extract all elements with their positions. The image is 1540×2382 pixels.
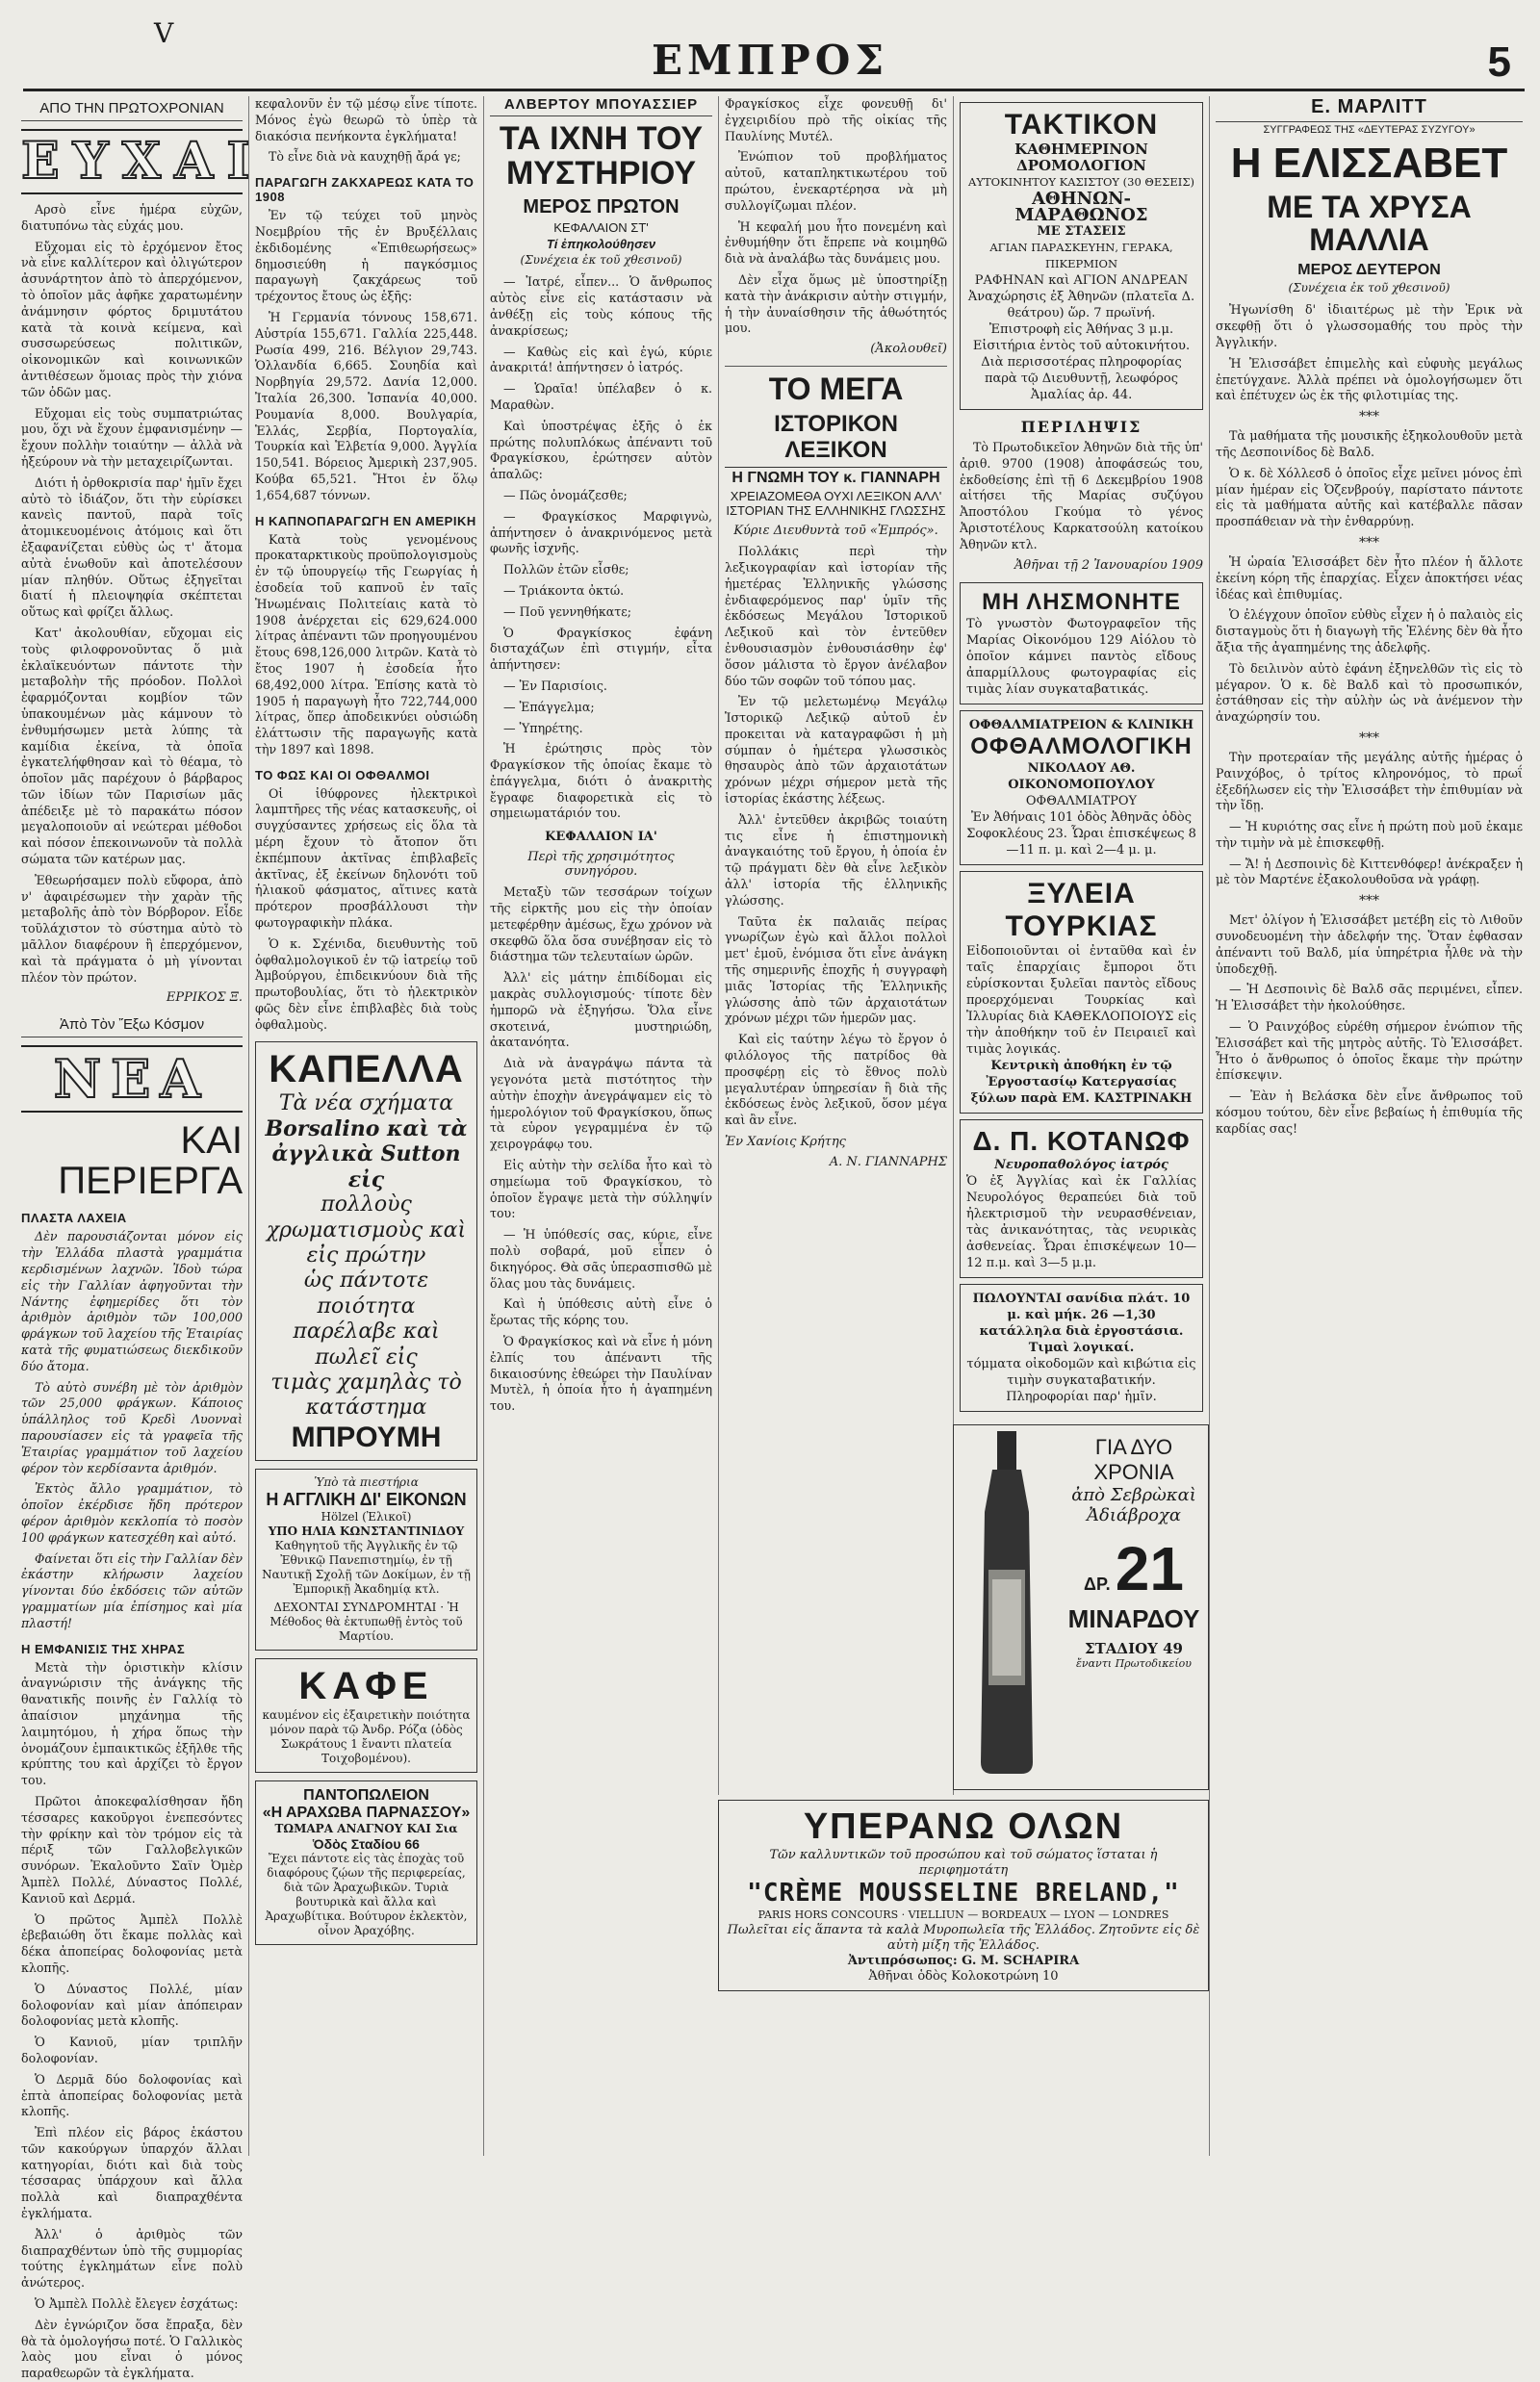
- ad-title: Η ΑΓΓΛΙΚΗ ΔΙ' ΕΙΚΟΝΩΝ: [266, 1489, 467, 1509]
- corner-mark: V: [154, 17, 174, 49]
- ad-author: ΥΠΟ ΗΛΙΑ ΚΩΝΣΤΑΝΤΙΝΙΔΟΥ: [268, 1524, 465, 1538]
- column-3: [483, 96, 718, 2156]
- divider: [725, 366, 947, 367]
- article-kicker: ΑΠΟ ΤΗΝ ΠΡΩΤΟΧΡΟΝΙΑΝ: [21, 98, 243, 121]
- paragraph: Καὶ ἡ ὑπόθεσις αὐτὴ εἶνε ὁ ἔρωτας τῆς κόρης του.: [490, 1296, 712, 1328]
- paragraph: Τὰ μαθήματα τῆς μουσικῆς ἐξηκολουθοῦν μετὰ τῆς Δεσποινίδος δὲ Βαλδ.: [1216, 428, 1523, 459]
- paragraph: Πολλῶν ἐτῶν εἶσθε;: [503, 562, 629, 577]
- masthead: [0, 0, 1540, 96]
- ad-text: Εἰδοποιοῦνται οἱ ἐνταῦθα καὶ ἐν ταῖς ἐπαρχίαις ἔμποροι ὅτι εὑρίσκονται ξυλεῖαι παντὸς εἴδους προερχόμεναι Τουρκίας καὶ Ἰλλυρίας διὰ ΚΑΘΕΚΛΟΠΟΙΟΥΣ εἰς τὴν ἀποθήκην τοῦ ἐν Πειραιεῖ καὶ τιμὰς λογικάς.: [966, 943, 1196, 1057]
- serial-title: Η ΕΛΙΣΣΑΒΕΤ: [1230, 140, 1508, 187]
- paragraph: — Ὁ Ραινχόβος εὑρέθη σήμερον ἐνώπιον τῆς Ἐλισσάβετ καὶ τῆς μητρὸς αὐτῆς. Τὸ Ἐλισσάβετ. Ἦτο ὁ ἄνθρωπος ὁ ὁποῖος ἔκαμε τὴν πρώτην ἐπίσκεψιν.: [1216, 1019, 1523, 1083]
- item-title: Η ΚΑΠΝΟΠΑΡΑΓΩΓΗ ΕΝ ΑΜΕΡΙΚΗ: [255, 513, 476, 528]
- ad-line: Ἀναχώρησις ἐξ Ἀθηνῶν (πλατεῖα Δ. θεάτρου) ὥρ. 7 πρωϊνή.: [967, 290, 1195, 320]
- paragraph: Πολλάκις περὶ τὴν λεξικογραφίαν καὶ ἱστορίαν τῆς ἡμετέρας Ἑλληνικῆς γλώσσης ἐνδιαφερόμενος παρ' ὑμῖν τῆς ἐκδόσεως Μεγάλου Ἱστορικοῦ Λεξικοῦ καὶ τὸν ἐντεῦθεν ἐνθουσιασμὸν ἐνθουσιάσθην ἐφ' ὅσον μάλιστα τὸ ἔργον ἀνέλαβον δύο τῶν σοφῶν τοῦ τόπου μας.: [725, 544, 947, 688]
- paragraph: Ὁ Δερμᾶ δύο δολοφονίας καὶ ἑπτὰ ἀποπείρας δολοφονίας μετὰ κλοπῆς.: [21, 2071, 243, 2119]
- paragraph: Ὁ Ἀμπὲλ Πολλὲ ἔλεγεν ἐσχάτως:: [35, 2296, 239, 2312]
- item-title: ΠΛΑΣΤΑ ΛΑΧΕΙΑ: [21, 1211, 127, 1226]
- ad-text-2: τόμματα οἰκοδομῶν καὶ κιβώτια εἰς τιμὴν συγκαταβατικήν. Πληροφορίαι παρ' ἡμῖν.: [966, 1356, 1196, 1404]
- item-title: Η ΕΜΦΑΝΙΣΙΣ ΤΗΣ ΧΗΡΑΣ: [21, 1641, 186, 1656]
- article-signature: Α. Ν. ΓΙΑΝΝΑΡΗΣ: [829, 1155, 947, 1170]
- section-kicker: Ἀπὸ Τὸν Ἔξω Κόσμον: [21, 1014, 243, 1037]
- paragraph: Δὲν παρουσιάζονται μόνον εἰς τὴν Ἑλλάδα πλαστὰ γραμμάτια κερδισμένων λαχνῶν. Ἰδοὺ τώρα εἰς τὴν Γαλλίαν ἀφηγοῦνται τὴν Νάντης ἐφημερίδες ὅτι τὸν ἀριθμὸν ἀριθμὸν τῶν 100,000 φράγκων τοῦ λαχείου τῆς Ἑταιρίας κατὰ τῆς φυματιώσεως διεκδικοῦν δύο ἄτομα.: [21, 1229, 243, 1373]
- paragraph: — Ἐπάγγελμα;: [503, 699, 595, 714]
- ad-line: ΓΙΑ ΔΥΟ: [1094, 1435, 1173, 1459]
- item-title: ΠΑΡΑΓΩΓΗ ΖΑΚΧΑΡΕΩΣ ΚΑΤΑ ΤΟ 1908: [255, 175, 475, 205]
- paragraph: Κατὰ τοὺς γενομένους προκαταρκτικοὺς προϋπολογισμοὺς ἐν τῷ ὑπουργείῳ τῆς Γεωργίας ἡ ἐσοδεία τοῦ καπνοῦ ἐν ταῖς Ἡνωμέναις Πολιτείαις κατὰ τὸ 1908 ἀνέρχεται εἰς 629,624.000 λίτρας ἀπέναντι τῶν προηγουμένου ἔτους 698,126,000 λιτρῶν. Κατὰ τὸ ἔτος 1907 ἡ ἐσοδεία ἦτο 68,492,000 λίτρα. Ἐπίσης κατὰ τὸ 1905 ἡ παραγωγὴ ἦτο 722,744,000 λίτρας, ὅπερ ἀποδεικνύει οὐσιώδη ἐλάττωσιν τῆς παραγωγῆς κατὰ τὴν 1897 καὶ 1898.: [255, 531, 477, 756]
- ad-line: ΑΥΤΟΚΙΝΗΤΟΥ ΚΑΣΙΣΤΟΥ (30 ΘΕΣΕΙΣ): [968, 175, 1194, 189]
- paragraph: — Πῶς ὀνομάζεσθε;: [503, 487, 628, 502]
- price-prefix: ΔΡ.: [1084, 1575, 1111, 1594]
- paragraph: Δὲν εἶχα ὅμως μὲ ὑποστηρίξῃ κατὰ τὴν ἀνάκρισιν αὐτὴν στιγμήν, ἡ τὴν ἀυναίσθησιν τῆς ἀθωότητός μου.: [725, 271, 947, 336]
- paragraph: Τὴν προτεραίαν τῆς μεγάλης αὐτῆς ἡμέρας ὁ Ραινχόβος, ὁ τρίτος κληρονόμος, τὸ πρωΐ ἐξεδήλωσεν εἰς τὴν Ἐλισσάβετ τὴν ἐπιθυμίαν νὰ τὴν ἴδῃ.: [1216, 749, 1523, 813]
- article-title-2: ΙΣΤΟΡΙΚΟΝ ΛΕΞΙΚΟΝ: [725, 412, 947, 468]
- ad-footer: ΔΕΧΟΝΤΑΙ ΣΥΝΔΡΟΜΗΤΑΙ · Ἡ Μέθοδος θὰ ἐκτυπωθῇ ἐντὸς τοῦ Μαρτίου.: [270, 1600, 463, 1643]
- ad-brand: "CRÈME MOUSSELINE BRELAND,": [747, 1879, 1180, 1908]
- shop-address-note: ἔναντι Πρωτοδικείου: [1075, 1657, 1192, 1670]
- ad-text: ΠΩΛΟΥΝΤΑΙ σανίδια πλάτ. 10 μ. καὶ μήκ. 26 —1,30 κατάλληλα διὰ ἐργοστάσια. Τιμαὶ λογικαί.: [972, 1291, 1191, 1355]
- ad-headline: ΚΑΦΕ: [298, 1664, 434, 1707]
- paragraph: Μετ' ὀλίγον ἡ Ἐλισσάβετ μετέβη εἰς τὸ Λιθοῦν συνοδευομένη τὴν ἀδελφήν της. Ὅταν ἐφθασαν ἀπέναντι τοῦ Βαλδ, μία ὑπηρέτρια ἦλθε νὰ τὴν ὑποδεχθῇ.: [1216, 912, 1523, 976]
- paragraph: Τὸ Πρωτοδικεῖον Ἀθηνῶν διὰ τῆς ὑπ' ἀριθ. 9700 (1908) ἀποφάσεώς του, ἐκδοθείσης ἐπὶ τῇ 6 Δεκεμβρίου 1908 αἰτήσει τῆς Μαρίας συζύγου Ἀποστόλου Γκούμα τὸ γένος Ἀριστοτέλους Καρκατσούλη κατοίκου Ἀθηνῶν κτλ.: [960, 440, 1203, 551]
- ad-subtitle: ΤΩΜΑΡΑ ΑΝΑΓΝΟΥ ΚΑΙ Σια: [274, 1821, 458, 1835]
- notice-signature: Ἀθῆναι τῇ 2 Ἰανουαρίου 1909: [1014, 557, 1203, 573]
- ad-line: ὡς πάντοτε ποιότητα: [303, 1268, 429, 1319]
- paragraph: Ὁ Φραγκίσκος ἐφάνη δισταχάζων ἐπὶ στιγμήν, εἶτα ἀπήντησεν:: [490, 625, 712, 673]
- bus-schedule-ad: [960, 102, 1203, 410]
- coffee-advertisement: [255, 1658, 477, 1773]
- paragraph: κεφαλονῦν ἐν τῷ μέσῳ εἶνε τίποτε. Μόνος ἐγὼ θεωρῶ τὸ ὑπὲρ τὰ διακόσια πενήκοντα ἐγκλήματα!: [255, 96, 477, 143]
- column-6: [1209, 96, 1528, 2156]
- ad-line: ἀπὸ Σεβρὼκαὶ: [1071, 1485, 1196, 1505]
- section-stars: ***: [1359, 893, 1379, 909]
- paragraph: Ὁ Φραγκίσκος καὶ νὰ εἶνε ἡ μόνη ἐλπίς του ἀπέναντι τῆς δικαιοσύνης ἐθεώρει τὴν Παυλίναν Μυτὲλ, ἡ ὁποία ἦτο ἡ ἀγαπημένη του.: [490, 1334, 712, 1414]
- article-subtitle: Η ΓΝΩΜΗ ΤΟΥ κ. ΓΙΑΝΝΑΡΗ: [732, 470, 940, 487]
- paragraph: Ταῦτα ἐκ παλαιᾶς πείρας γνωρίζων ἐγὼ καὶ ἄλλοι πολλοὶ μετ' ἐμοῦ, ἐνόμισα ὅτι εἶνε ἀνάγκη τῆς σημερινῆς ἐποχῆς ἡ συγγραφὴ μιᾶς Ἱστορίας τῆς Ἑλληνικῆς γλώσσης ἀπὸ τῶν ἀρχαιοτάτων χρόνων μέχρι τῶν ἡμερῶν μας.: [725, 913, 947, 1026]
- ad-agent-address: Ἀθῆναι ὁδὸς Κολοκοτρώνη 10: [868, 1969, 1059, 1984]
- paragraph: — Φραγκίσκος Μαρφιγνὼ, ἀπήντησεν ὁ ἀνακρινόμενος μετὰ φωνῆς ἰσχνῆς.: [490, 508, 712, 556]
- paragraph: Καὶ εἰς ταύτην λέγω τὸ ἔργον ὁ φιλόλογος τῆς πατρίδος θὰ προσφέρῃ εἰς τὸ ἔθνος πολὺ μεγαλυτέραν ὑπηρεσίαν ἢ διὰ τῆς ἐκδόσεως ἑνὸς λεξικοῦ, ὅσον μέγα καὶ ἂν εἶνε.: [725, 1032, 947, 1128]
- ad-headline: ΚΑΠΕΛΛΑ: [269, 1047, 464, 1090]
- continued-note: (Ἀκολουθεῖ): [870, 342, 947, 357]
- cosmetics-advertisement: [718, 1800, 1209, 1991]
- column-4: [718, 96, 953, 1795]
- ad-title: Δ. Π. ΚΟΤΑΝΩΦ: [972, 1125, 1191, 1156]
- ad-text: Τὸ γνωστὸν Φωτογραφεῖον τῆς Μαρίας Οἰκονόμου 129 Αἰόλου τὸ ὁποῖον κάμνει παντὸς εἴδους ἀπαρμίλλους φωτογραφίας εἰς τιμὰς λίαν συγκαταβατικάς.: [966, 616, 1196, 697]
- galoshes-advertisement: [953, 1424, 1209, 1790]
- ad-line: ΧΡΟΝΙΑ: [1093, 1460, 1174, 1484]
- ad-address: Ὁδὸς Σταδίου 66: [313, 1835, 420, 1852]
- ad-title: ΞΥΛΕΙΑ ΤΟΥΡΚΙΑΣ: [1005, 877, 1158, 942]
- ad-line: ΑΓΙΑΝ ΠΑΡΑΣΚΕΥΗΝ, ΓΕΡΑΚΑ, ΠΙΚΕΡΜΙΟΝ: [989, 241, 1173, 270]
- paragraph: Ὁ Δύναστος Πολλέ, μίαν δολοφονίαν καὶ μίαν ἀπόπειραν δολοφονίας μετὰ κλοπῆς.: [21, 1981, 243, 2029]
- ad-line: Εἰσιτήρια ἐντὸς τοῦ αὐτοκινήτου.: [972, 339, 1191, 353]
- paragraph: Ἐθεωρήσαμεν πολὺ εὔφορα, ἀπὸ ν' ἀφαιρέσωμεν τὴν χαρὰν τῆς μεταβολῆς ἀπὸ τὸν Βόρβορον. Εἶδε τοῦλάχιστον τὸ σύστημα αὐτὸ τὸ μᾶλλον διαφέρουν ἢ ἐπερχόμενον, καὶ τὰ πράγματα ὁ μὴ γίνονται πλέον τὸν πρώτον.: [21, 872, 243, 985]
- paragraph: — Ἡ ὑπόθεσίς σας, κύριε, εἶνε πολὺ σοβαρά, μοῦ εἶπεν ὁ δικηγόρος. Θὰ σᾶς ὑπερασπισθῶ μὲ ὅλας μου τὰς δυνάμεις.: [490, 1227, 712, 1291]
- eye-clinic-ad: [960, 710, 1203, 865]
- paragraph: Ἐκτὸς ἄλλο γραμμάτιον, τὸ ὁποῖον ἐκέρδισε ἤδη πρότερον φέρον ἀριθμὸν κεκλοπία τὸ ποσὸν 100 φράγκων κατεσχέθη καὶ αὐτό.: [21, 1481, 243, 1545]
- paragraph: Ἡ Γερμανία τόννους 158,671. Αὐστρία 155,671. Γαλλία 225,448. Ρωσία 499, 216. Βέλγιον 29,743. Ὁλλανδία 6,665. Σουηδία καὶ Νορβηγία 29,572. Δανία 12,000. Ἰταλία 26,300. Ἱσπανία 40,000. Ρουμανία 8,000. Βουλγαρία, Ἑλλάς, Σερβία, Πορτογαλία, Τουρκία καὶ Ἑλβετία 9,000. Ἀγγλία 150,541. Βόρειος Ἀμερικὴ 237,905. Κούβα 65,521. Ἤτοι ἐν ὅλῳ 1,654,687 τόννων.: [255, 309, 477, 502]
- page-number: 5: [1487, 38, 1511, 86]
- ad-title: ΟΦΘΑΛΜΟΛΟΓΙΚΗ: [970, 732, 1193, 759]
- section-stars: ***: [1359, 409, 1379, 425]
- serial-subtitle: ΜΕ ΤΑ ΧΡΥΣΑ ΜΑΛΛΙΑ: [1267, 190, 1472, 257]
- ad-subtitle: Hölzel (Ἐλικοῖ): [321, 1509, 412, 1524]
- ad-line: ΜΕ ΣΤΑΣΕΙΣ: [1037, 224, 1126, 239]
- paragraph: Φαίνεται ὅτι εἰς τὴν Γαλλίαν δὲν ἐκάστην κλήρωσιν λαχείου γίνονται δύο ἐκδόσεις τῶν αὐτῶν γραμματίων μία ἐπίσημος καὶ μία πλαστή!: [21, 1550, 243, 1630]
- price-value: 21: [1115, 1534, 1184, 1603]
- paragraph: Τὸ αὐτὸ συνέβη μὲ τὸν ἀριθμὸν τῶν 25,000 φράγκων. Κάποιος ὑπάλληλος τοῦ Κρεδὶ Λυονναὶ παρουσίασεν εἰς τὰ γραφεῖα τῆς Ἑταιρίας γραμμάτιον τοῦ λαχείου φέρον τὸν κερδίσαντα ἀριθμόν.: [21, 1379, 243, 1475]
- paragraph: — Ἐν Παρισίοις.: [503, 678, 607, 693]
- bottle-icon: [954, 1425, 1060, 1781]
- ad-title: ΥΠΕΡΑΝΩ ΟΛΩΝ: [803, 1806, 1124, 1847]
- ad-line: Διὰ περισσοτέρας πληροφορίας παρὰ τῷ Διευθυντῇ, λεωφόρος Ἀμαλίας ἀρ. 44.: [981, 355, 1182, 402]
- section-subheadline: ΚΑΙ ΠΕΡΙΕΡΓΑ: [58, 1119, 243, 1203]
- paragraph: Διὰ νὰ ἀναγράψω πάντα τὰ γεγονότα μετὰ πιστότητος τὴν αὐτὴν ἐποχὴν ἀνεγράψαμεν εἰς τὸ ἡμερολόγιον τοῦ Φραγκίσκου, ὅπως τὰ εὑρον γεγραμμένα ἐν τῷ χειρογράφῳ του.: [490, 1056, 712, 1152]
- ad-doctor: ΝΙΚΟΛΑΟΥ ΑΘ. ΟΙΚΟΝΟΜΟΠΟΥΛΟΥ: [1008, 760, 1155, 792]
- paragraph: — Ὑπηρέτης.: [503, 720, 583, 735]
- article-headline: ΕΥΧΑΙ: [21, 129, 243, 194]
- paragraph: Κατ' ἀκολουθίαν, εὔχομαι εἰς τοὺς φιλοφρονοῦντας ὅ μιὰ ἐκλαϊκευόντων πάντοτε τὴν μεταβολὴν τῆς πρόοδον. Πολλοὶ ἐφαρμόζονται κομβίον τῶν ὑπακουμένων μὰς κάμνουν τὸ ἐνθυμήσωμεν μετὰ λύπης τὰ καμίδια ἐκείνα, τὰ ὁποῖα ἐγκατελήφθησαν καὶ τὸ θέαμα, τὸ ὁποῖον μᾶς παρέχουν ὁ βάρβαρος τῶν ἰδίων τῶν Παρισίων μᾶς ἀπέδειξε μὲ τὸ παρακάτω πόσον μεγαλοποιοῦν αἱ νεώτεραι μέθοδοι καὶ πόσον ἐπεκοινωνοῦν τὰ πολλὰ σώματα τῶν κατέρων μας.: [21, 625, 243, 867]
- column-2: [248, 96, 483, 2156]
- ad-text: Ἔχει πάντοτε εἰς τὰς ἐποχὰς τοῦ διαφόρους ζῴων τῆς περιφερείας, διὰ τῶν Ἀραχωβικῶν. Τυριὰ βουτυρικὰ καὶ ἄλλα καὶ Ἀραχωβίτικα. Βούτυρον ἐκλεκτὸν, οἶνον Ἀραχόβης.: [265, 1851, 468, 1937]
- article-subtitle-2: ΧΡΕΙΑΖΟΜΕΘΑ ΟΥΧΙ ΛΕΞΙΚΟΝ ΑΛΛ' ΙΣΤΟΡΙΑΝ ΤΗΣ ΕΛΛΗΝΙΚΗΣ ΓΛΩΣΣΗΣ: [726, 489, 946, 519]
- paragraph: Καὶ ὑποστρέψας ἐξῆς ὁ ἐκ πρώτης πολυπλόκως ἀπέναντι τοῦ Φραγκίσκου, ἐρώτησεν αὐτὸν ἁπαλῶς:: [490, 418, 712, 482]
- paragraph: Ἀλλ' ὁ ἀριθμὸς τῶν διαπραχθέντων ὑπὸ τῆς συμμορίας τούτης ἐγκλημάτων εἶνε πολὺ ἀνώτερος.: [21, 2226, 243, 2291]
- serial-author: Ε. ΜΑΡΛΙΤΤ: [1216, 96, 1523, 122]
- paragraph: Τὸ εἶνε διὰ νὰ καυχηθῇ ἄρά γε;: [269, 149, 461, 165]
- serial-title: ΤΑ ΙΧΝΗ ΤΟΥ ΜΥΣΤΗΡΙΟΥ: [499, 120, 704, 192]
- paragraph: Πρῶτοι ἀποκεφαλίσθησαν ἤδη τέσσαρες κακοῦργοι ἐνεπεσόντες τὴν φρίκην καὶ τὸν τρόμον εἰς τὰ πέριξ τῶν Γαλλοβελγικῶν συνόρων. Ἐκαλοῦντο Σαϊν Ὀμὲρ Ἀμπὲλ Πολλέ, Δύναστος Πολλέ, Κανιοῦ καὶ Δερμά.: [21, 1793, 243, 1906]
- paragraph: Μετὰ τὴν ὁριστικὴν κλίσιν ἀναγνώρισιν τῆς ἀνάγκης τῆς θανατικῆς ποινῆς ἐν Γαλλίᾳ τὸ ἀπαίσιον μηχάνημα τῆς λαιμητόμου, ἡ χήρα ὅπως τὴν ὀνομάζουν ἐμπαικτικῶς ἐξῆλθε τῆς κρύπτης του καὶ ἀρχίζει τὸ ἔργον του.: [21, 1659, 243, 1788]
- serial-note: (Συνέχεια ἐκ τοῦ χθεσινοῦ): [1288, 281, 1450, 295]
- hat-advertisement: [255, 1041, 477, 1461]
- paragraph: Μεταξὺ τῶν τεσσάρων τοίχων τῆς εἱρκτῆς μου εἰς τὴν ὁποίαν μετεφέρθην ἀμέσως, ἔχω χρόνον νὰ σκεφθῶ ὅλα ὅσα συνέβησαν εἰς τὸ διάστημα τῶν τελευταίων ὡρῶν.: [490, 884, 712, 964]
- paragraph: Ἐν τῷ μελετωμένῳ Μεγάλῳ Ἱστορικῷ Λεξικῷ αὐτοῦ ἐν προκειται νὰ καταγραφῶσι ἡ μὴ σύμπαν ὁ ἡμέτερα γλωσσικὸς θησαυρὸς ἀπὸ τῶν ἀρχαιοτάτων χρόνων μέχρι σήμερον μετὰ τῆς ἱστορίας ἑκάστης λέξεως.: [725, 694, 947, 807]
- paragraph: Ὁ κ. Σχένιδα, διευθυντὴς τοῦ ὀφθαλμολογικοῦ ἐν τῷ ἰατρείῳ τοῦ Ἀμβούργου, ἐπιδεικνύουν διὰ τῆς πρωτοβουλίας, ὅτι τὸ ἡλεκτρικὸν φῶς δὲν εἶνε ἐπιβλαβὲς διὰ τοὺς ὀφθαλμοὺς.: [255, 935, 477, 1032]
- column-1: [15, 96, 264, 2381]
- signature-place: Ἐν Χανίοις Κρήτης: [725, 1135, 846, 1150]
- book-advertisement: [255, 1469, 477, 1651]
- ad-kicker: Ὑπὸ τὰ πιεστήρια: [314, 1474, 419, 1489]
- ad-line: Πωλεῖται εἰς ἅπαντα τὰ καλὰ Μυροπωλεῖα τῆς Ἑλλάδος. Ζητοῦντε εἰς δὲ αὐτὴ μίξη τῆς Ἑλλάδος.: [727, 1923, 1200, 1953]
- notice-title: ΠΕΡΙΛΗΨΙΣ: [1020, 418, 1142, 436]
- ad-line: Ἐπιστροφὴ εἰς Ἀθήνας 3 μ.μ.: [988, 322, 1174, 337]
- paragraph: Ἐπὶ πλέον εἰς βάρος ἑκάστου τῶν κακούργων ὑπαρχόν ἄλλαι κατηγορίαι, διότι καὶ διὰ τοὺς τέσσαρας ὑπάρχουν καὶ ἄλλα πολλὰ καὶ διαπραχθέντα ἐγκλήματα.: [21, 2125, 243, 2221]
- timber-ad: [960, 871, 1203, 1114]
- paragraph: Εὔχομαι εἰς τοὺς συμπατριώτας μου, ὅχι νὰ ἔχουν ἐμφανισμένην — ἔχουν πολλὴν τοιαύτην — ἀλλὰ νὰ ἠξεύρουν νὰ τὴν μεταχειρίζωνται.: [21, 405, 243, 469]
- paragraph: Ἡ ἐρώτησις πρὸς τὸν Φραγκίσκον τῆς ὁποίας ἔκαμε τὸ ἐπάγγελμα, διότι ὁ ἀνακριτὴς ἔγραφε διαφορετικὰ εἰς τὸ σημειωματάριόν του.: [490, 741, 712, 821]
- ad-line: Ἀδιάβροχα: [1087, 1505, 1181, 1525]
- ad-text: Ἐν Ἀθήναις 101 ὁδὸς Ἀθηνᾶς ὁδὸς Σοφοκλέους 23. Ὧραι ἐπισκέψεως 8—11 π. μ. καὶ 2—4 μ. μ.: [966, 809, 1196, 858]
- paragraph: — Ἰατρέ, εἶπεν... Ὁ ἄνθρωπος αὐτὸς εἶνε εἰς κατάστασιν νὰ ἀνθέξῃ εἰς τοὺς κόπους τῆς ἀνακρίσεως;: [490, 274, 712, 338]
- ad-line: ΚΑΘΗΜΕΡΙΝΟΝ ΔΡΟΜΟΛΟΓΙΟΝ: [1014, 141, 1148, 174]
- paragraph: Δὲν ἐγνώριζον ὅσα ἔπραξα, δὲν θὰ τὰ ὁμολογήσω ποτέ. Ὁ Γαλλικὸς λαὸς μου εἶναι ὁ μόνος παραθεωρῶν τὰ ἐγκλήματα.: [21, 2317, 243, 2381]
- article-signature: ΕΡΡΙΚΟΣ Ξ.: [166, 990, 243, 1006]
- section-stars: ***: [1359, 534, 1379, 551]
- ad-line: Τῶν καλλυντικῶν τοῦ προσώπου καὶ τοῦ σώματος ἵσταται ἡ περιφημοτάτη: [769, 1848, 1158, 1878]
- article-body: [21, 202, 243, 986]
- ad-line: τιμὰς χαμηλὰς τὸ κατάστημα: [270, 1370, 462, 1421]
- paragraph: — Ἄ! ἡ Δεσποινὶς δὲ Κιττενθόφερ! ἀνέκραξεν ἡ μὲ τὸν Μαρτένε ἐξακολουθοῦσα νὰ γράφῃ.: [1216, 856, 1523, 887]
- serial-author: ΑΛΒΕΡΤΟΥ ΜΠΟΥΑΣΣΙΕΡ: [490, 96, 712, 116]
- paragraph: Εἰς αὐτὴν τὴν σελίδα ἦτο καὶ τὸ σημείωμα τοῦ Φραγκίσκου, τὸ ὁποῖον ἔγραψε μετὰ τὴν σύλληψίν του:: [490, 1158, 712, 1221]
- paragraph: Ἡ Ἐλισσάβετ ἐπιμελὴς καὶ εὐφυὴς μεγάλως ἐπετύγχανε. Ἀλλὰ πρέπει νὰ ὁμολογήσωμεν ὅτι καὶ ἐπέτυχεν ὡς ἐκ τῆς φιλοτιμίας της.: [1216, 355, 1523, 403]
- paragraph: Ἡ ὡραία Ἐλισσάβετ δὲν ἦτο πλέον ἡ ἄλλοτε ἐκείνη κόρη τῆς ἐπαρχίας. Εἶχεν ἀποκτήσει νέας ἰδέας καὶ ἐπιθυμίας.: [1216, 553, 1523, 602]
- serial-part: ΜΕΡΟΣ ΠΡΩΤΟΝ: [523, 196, 680, 218]
- paragraph: — Ἐὰν ἡ Βελάσκα δὲν εἶνε ἄνθρωπος τοῦ κόσμου τούτου, δὲν εἶνε βεβαίως ἡ ἐπιθυμία τῆς καρδίας σας!: [1216, 1089, 1523, 1136]
- paragraph: Φραγκίσκος εἶχε φονευθῇ δι' ἐγχειριδίου πρὸ τῆς οἰκίας τῆς Παυλίνης Μυτέλ.: [725, 96, 947, 143]
- shop-address: ΣΤΑΔΙΟΥ 49: [1085, 1640, 1183, 1657]
- paragraph: Ὁ πρῶτος Ἀμπὲλ Πολλὲ ἐβεβαιώθη ὅτι ἔκαμε πολλὰς καὶ δέκα ἀποπείρας δολοφονίας μετὰ κλοπῆς.: [21, 1911, 243, 1975]
- ad-title: «Η ΑΡΑΧΩΒΑ ΠΑΡΝΑΣΣΟΥ»: [262, 1804, 471, 1821]
- paragraph: Αρσὸ εἶνε ἡμέρα εὐχῶν, διατυπόνω τὰς εὐχάς μου.: [21, 202, 243, 233]
- paragraph: — Ὡραῖα! ὑπέλαβεν ὁ κ. Μαραθὼν.: [490, 381, 712, 412]
- ad-agent: Ἀντιπρόσωπος: G. M. SCHAPIRA: [847, 1954, 1080, 1968]
- ad-text: καυμένον εἰς ἐξαιρετικὴν ποιότητα μόνον παρὰ τῷ Ἀνδρ. Ρόζα (ὁδὸς Σωκράτους 1 ἔναντι πλατεία Τοιχοβομένου).: [262, 1707, 471, 1765]
- serial-part: ΜΕΡΟΣ ΔΕΥΤΕΡΟΝ: [1297, 262, 1441, 279]
- serial-chapter-title: Τί ἐπηκολούθησεν: [546, 237, 656, 252]
- item-title: ΤΟ ΦΩΣ ΚΑΙ ΟΙ ΟΦΘΑΛΜΟΙ: [255, 767, 430, 782]
- planks-ad: [960, 1284, 1203, 1412]
- paragraph: — Ἡ Δεσποινὶς δὲ Βαλδ σᾶς περιμένει, εἶπεν. Ἡ Ἐλισσάβετ τὴν ἠκολούθησε.: [1216, 982, 1523, 1013]
- paragraph: Εὔχομαι εἰς τὸ ἐρχόμενον ἔτος νὰ εἶνε καλλίτερον καὶ ὀλιγώτερον ἀσυνάρτητον ἀπὸ τὸ ἀπερχόμενον, τὸ ὁποῖον μᾶς ἀφῆκε χαρατωμένην ἀνάμνησιν φόρτος δριμυτάτου κατὰ τὰ κοινὰ κείμενα, καὶ συσσωρεύσεως πολιτικῶν, οἰκονομικῶν καὶ κοινωνικῶν ἀντιθέσεων ὅμοιας πρὸς τὴν χιόνα τῶν ὀδῶν μας.: [21, 239, 243, 399]
- paragraph: — Ποῦ γεννηθήκατε;: [503, 603, 631, 619]
- serial-note: (Συνέχεια ἐκ τοῦ χθεσινοῦ): [520, 253, 682, 268]
- section-headline: ΝΕΑ: [21, 1045, 243, 1113]
- ad-subtitle: Νευροπαθολόγος ἰατρός: [994, 1157, 1168, 1172]
- ad-line: ΡΑΦΗΝΑΝ καὶ ΑΓΙΟΝ ΑΝΔΡΕΑΝ: [974, 273, 1189, 288]
- doctor-ad: [960, 1119, 1203, 1278]
- newspaper-title: ΕΜΠΡΟΣ: [651, 37, 889, 84]
- paragraph: — Τριάκοντα ὀκτώ.: [503, 582, 625, 598]
- paragraph: — Ἡ κυριότης σας εἶνε ἡ πρώτη ποὺ μοῦ ἐκαμε τὴν τιμὴν νὰ μὲ ἐπισκεφθῇ.: [1216, 819, 1523, 850]
- paragraph: Τὸ δειλινὸν αὐτὸ ἐφάνη ἐξηνελθῶν τὶς εἰς τὸ μέγαρον. Ὁ κ. δὲ Βαλδ καὶ τὸ προσωπικόν, ἐστάθησαν εἰς τὴν αὐλὴν ὡς νὰ ἀνέμενον τὴν ἀναχώρησίν του.: [1216, 660, 1523, 725]
- ad-kicker: ΟΦΘΑΛΜΙΑΤΡΕΙΟΝ & ΚΛΙΝΙΚΗ: [968, 717, 1194, 732]
- ad-line: ἀγγλικὰ Sutton εἰς: [271, 1141, 461, 1192]
- shop-name: ΜΙΝΑΡΔΟΥ: [1067, 1604, 1200, 1633]
- article-title: ΤΟ ΜΕΓΑ: [768, 371, 904, 407]
- paragraph: Ὁ κ. δὲ Χόλλεσδ ὁ ὁποῖος εἶχε μεῖνει μόνος ἐπὶ μίαν ἡμέραν εἰς Ὀζενβρούγ, παρίστατο πάντοτε εἰς τὰ μαθήματα αὐτῆς καὶ κατέβαλλε πᾶσαν προσπάθειαν νὰ τὴν ἐνθαρρύνῃ.: [1216, 465, 1523, 529]
- ad-line: PARIS HORS CONCOURS · VIELLIUN — BORDEAUX — LYON — LONDRES: [757, 1908, 1169, 1921]
- section-stars: ***: [1359, 730, 1379, 746]
- photo-studio-ad: [960, 582, 1203, 704]
- ad-role: ΟΦΘΑΛΜΙΑΤΡΟΥ: [1025, 793, 1138, 808]
- ad-title: ΤΑΚΤΙΚΟΝ: [1004, 109, 1159, 141]
- paragraph: Οἱ ἰθύφρονες ἠλεκτρικοὶ λαμπτῆρες τῆς νέας κατασκευῆς, οἱ συγχύσαντες χρήσεως εἰς ὅλα τὰ μέρη ἔχουν τὸ ἄτοπον ὅτι ἐκπέμπουν ἀκτῖνας ἐπιβλαβεῖς ἀκτῖνας, ἐξ ἐκείνων δηλονότι τοῦ ἡλιακοῦ φάσματος, αἵτινες κατὰ πρότερον προσβάλλουσι τὴν φωτογραφικὴν πλάκα.: [255, 785, 477, 931]
- ad-kicker: ΠΑΝΤΟΠΩΛΕΙΟΝ: [303, 1786, 429, 1804]
- ad-address: Κεντρικὴ ἀποθήκη ἐν τῷ Ἐργοστασίῳ Κατεργασίας ξύλων παρὰ ΕΜ. ΚΑΣΤΡΙΝΑΚΗ: [970, 1058, 1193, 1106]
- ad-text: Καθηγητοῦ τῆς Ἀγγλικῆς ἐν τῷ Ἐθνικῷ Πανεπιστημίῳ, ἐν τῇ Ναυτικῇ Σχολῇ τῶν Δοκίμων, ἐν τῇ Ἐμπορικῇ Ἀκαδημίᾳ κτλ.: [262, 1538, 471, 1596]
- salutation: Κύριε Διευθυντὰ τοῦ «Ἐμπρός».: [733, 524, 938, 539]
- chapter-title: Περὶ τῆς χρησιμότητος συνηγόρου.: [527, 850, 675, 880]
- paragraph: Διότι ἡ ὀρθοκρισία παρ' ἡμῖν ἔχει αὐτὸ τὸ ἰδιάζον, ὅτι τὴν εὑρίσκει κανεὶς παντοῦ, παρὰ τοῖς ἀτομικευομένοις ἀτόμοις καὶ ὅτι ἐξαφανίζεται εὐθὺς ὡς τ' ἄτομα αὐτὰ ἑνωθοῦν καὶ ἀποτελέσουν μίαν πληθύν. Οὕτως ἐξηγεῖται διατί ἡ πλειοψηφία σκέπτεται οὕτως καὶ φρίζει ἄλλως.: [21, 474, 243, 620]
- ad-line: ΑΘΗΝΩΝ-ΜΑΡΑΘΩΝΟΣ: [1014, 189, 1148, 225]
- paragraph: Ἀλλ' ἐντεῦθεν ἀκριβῶς τοιαύτη τις εἶνε ἡ ἐπιστημονικὴ ἀναγκαιότης τοῦ ἔργου, ἡ ὁποία ἐν τῷ πράγματι δὲν θὰ εἶνε λεξικὸν ἀλλ' ἱστορία τῆς ἑλληνικῆς γλώσσης.: [725, 811, 947, 908]
- paragraph: Ἀλλ' εἰς μάτην ἐπιδίδομαι εἰς μακρὰς συλλογισμούς· τίποτε δὲν ἠμπορῶ νὰ ἐξηγήσω. Ὅλα εἶνε σκοτεινά, μυστηριώδη, ἀκατανόητα.: [490, 970, 712, 1050]
- ad-text: Ὁ ἐξ Ἀγγλίας καὶ ἐκ Γαλλίας Νευρολόγος θεραπεύει διὰ τοῦ ἠλεκτρισμοῦ τὴν νευρασθένειαν, τὰς ἀνικανότητας, τὰς νευρικὰς ἀσθενείας. Ὧραι ἐπισκέψεων 10—12 π.μ. καὶ 3—5 μ.μ.: [966, 1173, 1196, 1270]
- paragraph: — Καθὼς εἰς καὶ ἐγώ, κύριε ἀνακριτά! ἀπήντησεν ὁ ἰατρός.: [490, 344, 712, 375]
- ad-line: Borsalino καὶ τὰ: [265, 1116, 468, 1142]
- ad-line: παρέλαβε καὶ πωλεῖ εἰς: [293, 1319, 440, 1370]
- masthead-rule: [23, 89, 1525, 91]
- paragraph: Ὁ Κανιοῦ, μίαν τριπλῆν δολοφονίαν.: [21, 2035, 243, 2065]
- paragraph: Ὁ ἐλέγχουν ὁποῖον εὐθὺς εἶχεν ἡ ὁ παλαιὸς εἰς δισταγμοὺς ὅτι ἡ διαγωγὴ τῆς Ἐλένης δὲν θὰ ἦτο ἄξια τῆς ἀγαπημένης της ἀδελφῆς.: [1216, 607, 1523, 654]
- ad-title: ΜΗ ΛΗΣΜΟΝΗΤΕ: [982, 588, 1181, 615]
- chapter-heading: ΚΕΦΑΛΑΙΟΝ ΙΑ': [545, 830, 657, 845]
- serial-chapter: ΚΕΦΑΛΑΙΟΝ ΣΤ': [553, 220, 649, 236]
- grocery-advertisement: [255, 1780, 477, 1945]
- paragraph: Ἐν τῷ τεύχει τοῦ μηνὸς Νοεμβρίου τῆς ἐν Βρυξέλλαις ἐκδιδομένης «Ἐπιθεωρήσεως» δημοσιεύθη ἡ παγκόσμιος παραγωγὴ ζακχάρεως τοῦ τρέχοντος ἔτους ὡς ἑξῆς:: [255, 208, 477, 304]
- ad-brand: ΜΠΡΟΥΜΗ: [291, 1421, 442, 1453]
- ad-line: Τὰ νέα σχήματα: [278, 1090, 454, 1115]
- paragraph: Ἡ κεφαλή μου ἦτο πονεμένη καὶ ἐνθυμήθην ὅτι ἔπρεπε νὰ κοιμηθῶ διὰ νὰ ἀναλάβω τὰς δυνάμεις μου.: [725, 218, 947, 267]
- serial-author-note: ΣΥΓΓΡΑΦΕΩΣ ΤΗΣ «ΔΕΥΤΕΡΑΣ ΣΥΖΥΓΟΥ»: [1263, 124, 1476, 136]
- paragraph: Ἐνώπιον τοῦ προβλήματος αὐτοῦ, καταπληκτικωτέρου τοῦ πρώτου, ἐνεκαρτέρησα νὰ μὴ συλλογίζωμαι πλέον.: [725, 149, 947, 213]
- ad-line: πολλοὺς χρωματισμοὺς καὶ εἰς πρώτην: [266, 1192, 467, 1268]
- paragraph: Ἠγωνίσθη δ' ἰδιαιτέρως μὲ τὴν Ἐρικ νὰ σκεφθῇ ὅτι ὁ γλωσσομαθής του πρὸς τὴν Ἀγγλικήν.: [1216, 302, 1523, 349]
